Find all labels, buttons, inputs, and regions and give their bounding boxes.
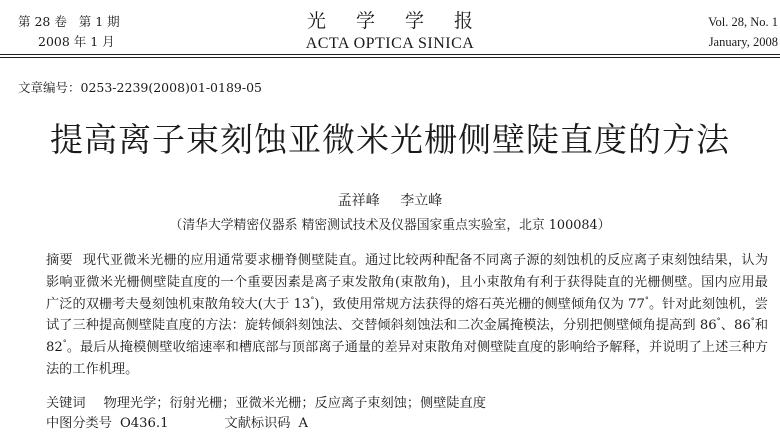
clc-value: O436.1 (119, 416, 169, 431)
date-cn: 2008 年 1 月 (38, 34, 115, 49)
doc-code-value: A (298, 416, 308, 431)
keywords (46, 392, 486, 411)
header-rule (0, 54, 780, 55)
issue: 第 1 期 (78, 14, 120, 29)
authors (0, 190, 780, 210)
clc-label: 中图分类号 (46, 416, 112, 431)
journal-name-cn: 光 学 学 报 (306, 10, 486, 32)
abstract-text-2: )，致使用常规方法获得的熔石英光栅的侧壁倾角仅为 77 (314, 296, 645, 312)
abstract-text-3: 。针对此刻蚀机，尝试了三种提高侧壁陡直度的方法：旋转倾斜刻蚀法、交替倾斜刻蚀法和二次金属掩模法，分别把侧壁倾角提高到 86 (46, 296, 768, 334)
doc-code-label: 文献标识码 (224, 416, 291, 431)
affiliation: （清华大学精密仪器系 精密测试技术及仪器国家重点实验室，北京 100084） (169, 218, 611, 233)
journal-header-center (0, 8, 780, 54)
journal-header-right (708, 12, 778, 52)
classification (46, 412, 308, 431)
keywords-text: 物理光学；衍射光栅；亚微米光栅；反应离子束刻蚀；侧壁陡直度 (103, 396, 486, 411)
degree-sup-3: ° (716, 317, 721, 326)
abstract-text-1: 现代亚微米光栅的应用通常要求栅脊侧壁陡直。通过比较两种配备不同离子源的刻蚀机的反应离子束刻蚀结果，认为影响亚微米光栅侧壁陡直度的一个重要因素是离子束发散角(束散角)，且小束散角有利于获得陡直的光栅侧壁。国内应用最广泛的双栅考夫曼刻蚀机束散角较大(大于 13 (46, 253, 769, 312)
paper-title: 提高离子束刻蚀亚微米光栅侧壁陡直度的方法 (50, 120, 730, 159)
abstract-label: 摘要 (46, 253, 73, 268)
journal-name-en: ACTA OPTICA SINICA (305, 35, 475, 52)
abstract-text-4: 、86 (720, 318, 751, 334)
vol-en: Vol. 28, No. 1 (708, 15, 778, 29)
degree-sup-4: ° (750, 317, 755, 326)
degree-sup-5: ° (62, 338, 67, 348)
abstract-body (46, 250, 768, 381)
keywords-label: 关键词 (46, 396, 86, 411)
abstract-text-6: 。最后从掩模侧壁收缩速率和槽底部与顶部离子通量的差异对束散角对侧壁陡直度的影响给予解释，并说明了上述三种方法的工作机理。 (46, 340, 768, 377)
article-number: 文章编号：0253-2239(2008)01-0189-05 (18, 80, 262, 95)
volume: 第 28 卷 (18, 14, 67, 29)
header-rule-thin (0, 57, 780, 58)
degree-sup-2: ° (644, 295, 649, 305)
author-2: 李立峰 (400, 193, 443, 209)
author-1: 孟祥峰 (337, 193, 380, 209)
degree-sup-1: ° (310, 295, 315, 305)
abstract (46, 250, 768, 381)
date-en: January, 2008 (708, 35, 778, 49)
abstract-text-5: 和 82 (46, 318, 769, 356)
